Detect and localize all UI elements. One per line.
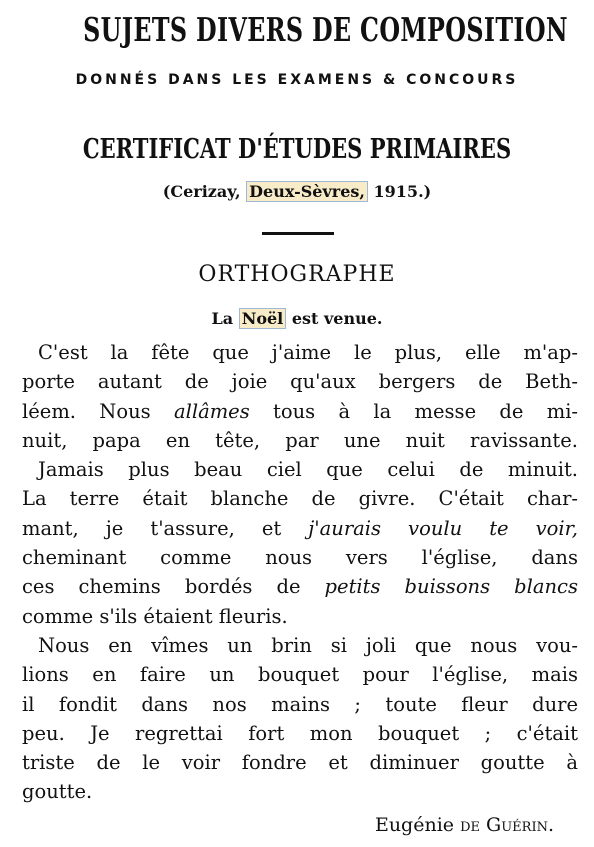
text-line: La terre était blanche de givre. C'était char- xyxy=(22,487,578,511)
certificate-title: CERTIFICAT D'ÉTUDES PRIMAIRES xyxy=(82,134,512,165)
text-segment: mant, je t'assure, et xyxy=(22,516,282,540)
italic-segment: allâmes xyxy=(173,399,250,423)
text-line: nuit, papa en tête, par une nuit ravissante. xyxy=(22,428,578,452)
dictation-title-before: La xyxy=(211,309,234,328)
text-segment: tous à la messe de mi- xyxy=(273,399,579,423)
dictation-text xyxy=(22,338,578,807)
text-line: il fondit dans nos mains ; toute fleur dure xyxy=(22,692,578,716)
text-line: Jamais plus beau ciel que celui de minuit. xyxy=(38,458,578,482)
text-line xyxy=(22,572,578,601)
text-line: porte autant de joie qu'aux bergers de Beth- xyxy=(22,370,578,394)
text-line: triste de le voir fondre et diminuer goutte à xyxy=(22,751,578,775)
book-title: SUJETS DIVERS DE COMPOSITION xyxy=(83,10,568,49)
highlighted-word: Noël xyxy=(239,308,287,329)
text-line: cheminant comme nous vers l'église, dans xyxy=(22,546,578,570)
section-heading: ORTHOGRAPHE xyxy=(198,262,396,287)
author-last-name: de Guérin. xyxy=(460,814,554,836)
book-subtitle: DONNÉS DANS LES EXAMENS & CONCOURS xyxy=(75,72,519,88)
author-first-name: Eugénie xyxy=(374,814,455,836)
location-year: 1915.) xyxy=(373,182,432,201)
text-line xyxy=(22,514,578,543)
text-line xyxy=(22,397,578,426)
separator-rule xyxy=(262,232,334,235)
text-segment: léem. Nous xyxy=(22,399,151,423)
text-line: peu. Je regrettai fort mon bouquet ; c'était xyxy=(22,721,578,745)
location-line xyxy=(0,182,594,201)
text-segment: ces chemins bordés de xyxy=(22,575,301,599)
italic-segment: j'aurais voulu te voir, xyxy=(308,516,578,540)
dictation-title-after: est venue. xyxy=(291,309,383,328)
text-line: C'est la fête que j'aime le plus, elle m'ap- xyxy=(38,341,578,364)
italic-segment: petits buissons blancs xyxy=(324,575,578,599)
text-line: goutte. xyxy=(22,780,93,804)
location-prefix: (Cerizay, xyxy=(162,182,241,201)
text-line: comme s'ils étaient fleuris. xyxy=(22,604,288,628)
highlighted-region: Deux-Sèvres, xyxy=(246,181,368,202)
text-line: lions en faire un bouquet pour l'église, mais xyxy=(22,663,578,687)
author-signature xyxy=(375,814,554,836)
dictation-title xyxy=(0,309,594,328)
text-line: Nous en vîmes un brin si joli que nous vou- xyxy=(38,633,578,657)
